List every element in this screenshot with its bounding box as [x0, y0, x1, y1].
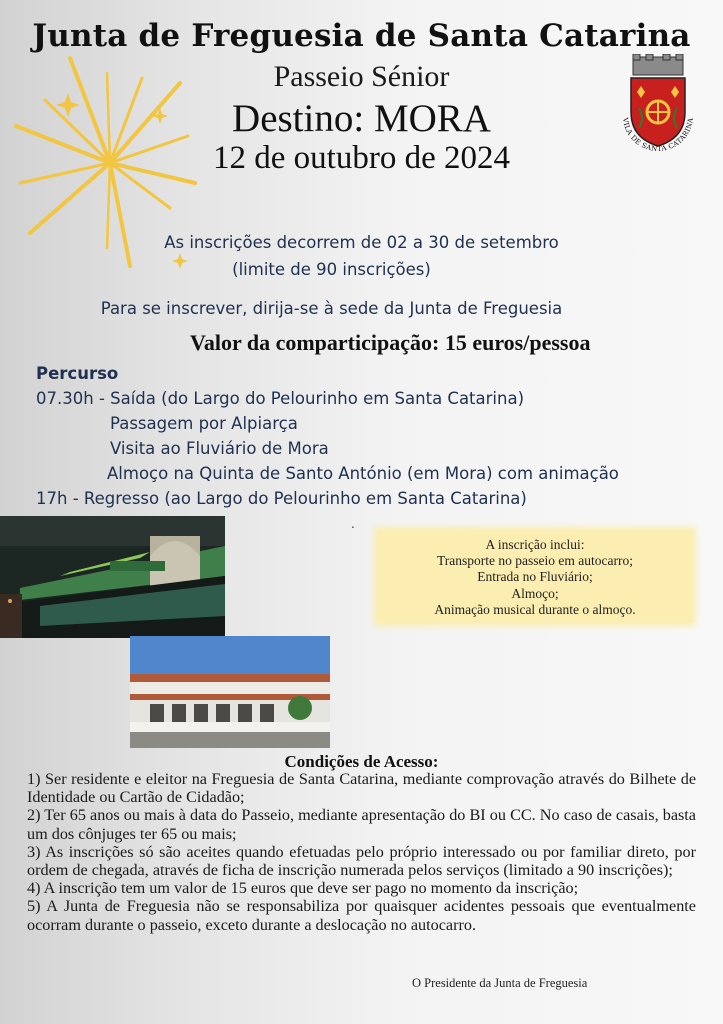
registration-limit: (limite de 90 inscrições) [232, 260, 431, 279]
price-info: Valor da comparticipação: 15 euros/pessoa [190, 330, 591, 355]
route-item: Almoço na Quinta de Santo António (em Mora) com animação [107, 464, 619, 483]
separator-dot: . [351, 517, 355, 531]
includes-note [378, 531, 692, 622]
condition-item: 1) Ser residente e eleitor na Freguesia de Santa Catarina, mediante comprovação através do Bilhete de Identidade ou Cartão de Cidadão; [27, 770, 696, 807]
route-heading: Percurso [36, 364, 119, 383]
crest-motto: VILA DE SANTA CATARINA [620, 117, 696, 154]
signature: O Presidente da Junta de Freguesia [412, 976, 588, 990]
conditions-list [27, 770, 696, 934]
aquarium-interior-photo [0, 516, 225, 638]
building-exterior-photo [130, 636, 330, 748]
condition-item: 2) Ter 65 anos ou mais à data do Passeio, mediante apresentação do BI ou CC. No caso de casais, basta um dos cônjuges ter 65 ou mais; [27, 806, 696, 843]
page-title: Junta de Freguesia de Santa Catarina [32, 18, 691, 54]
includes-item: Entrada no Fluviário; [477, 569, 593, 585]
registration-instructions: Para se inscrever, dirija-se à sede da Junta de Freguesia [100, 299, 563, 318]
event-destination: Destino: MORA [232, 97, 491, 140]
includes-item: Animação musical durante o almoço. [434, 601, 636, 617]
includes-item: Almoço; [511, 585, 559, 601]
condition-item: 4) A inscrição tem um valor de 15 euros que deve ser pago no momento da inscrição; [27, 879, 579, 898]
route-item: 07.30h - Saída (do Largo do Pelourinho em Santa Catarina) [36, 389, 525, 408]
condition-item: 5) A Junta de Freguesia não se responsabiliza por quaisquer acidentes pessoais que eventualmente ocorram durante o passeio, exceto durante a deslocação no autocarro. [27, 897, 696, 934]
event-subtitle: Passeio Sénior [273, 60, 450, 93]
includes-item: Transporte no passeio em autocarro; [437, 553, 633, 569]
route-item: 17h - Regresso (ao Largo do Pelourinho em Santa Catarina) [36, 489, 527, 508]
route-item: Visita ao Fluviário de Mora [110, 439, 329, 458]
includes-heading: A inscrição inclui: [485, 537, 585, 552]
event-date: 12 de outubro de 2024 [213, 140, 510, 176]
route-item: Passagem por Alpiarça [110, 414, 298, 433]
registration-period: As inscrições decorrem de 02 a 30 de setembro [164, 233, 559, 252]
conditions-heading: Condições de Acesso: [284, 752, 439, 771]
condition-item: 3) As inscrições só são aceites quando efetuadas pelo próprio interessado ou por familiar direto, por ordem de chegada, através de ficha de inscrição numerada pelos serviços (limitado a 90 inscrições); [27, 842, 696, 880]
